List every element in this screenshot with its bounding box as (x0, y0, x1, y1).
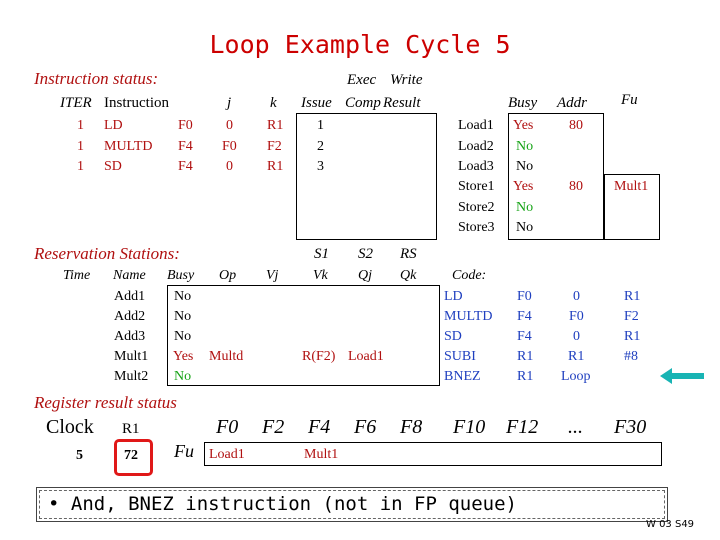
reg-header: ... (568, 416, 583, 438)
code-op: SD (444, 329, 462, 344)
code-op: MULTD (444, 309, 493, 324)
slide-number: W 03 S49 (646, 519, 695, 530)
clock-value: 5 (76, 448, 83, 463)
reservation-stations-box (167, 285, 440, 386)
reg-header: F2 (262, 416, 285, 438)
reservation-stations-label: Reservation Stations: (34, 244, 180, 263)
rs-header: RS (400, 246, 417, 262)
reg-header: F6 (354, 416, 377, 438)
col-header-qj: Qj (358, 268, 372, 283)
dst-cell: F4 (178, 139, 193, 154)
code-arg: F0 (517, 289, 532, 304)
write-header: Write (390, 72, 423, 88)
rs-busy: No (174, 329, 192, 344)
buffer-name: Load3 (458, 159, 494, 174)
code-op: SUBI (444, 349, 476, 364)
iter-cell: 1 (77, 139, 84, 154)
fu-row-label: Fu (174, 441, 194, 461)
col-header-issue: Issue (301, 95, 332, 111)
code-arg: Loop (561, 369, 591, 384)
s2-header: S2 (358, 246, 373, 262)
code-op: BNEZ (444, 369, 481, 384)
buffer-busy: No (516, 200, 534, 215)
current-instruction-arrow-icon (658, 364, 706, 388)
code-arg: #8 (624, 349, 638, 364)
buffer-addr: 80 (569, 179, 583, 194)
instruction-status-label: Instruction status: (34, 69, 159, 88)
rs-name: Add1 (114, 289, 146, 304)
col-header-busy: Busy (508, 95, 538, 111)
reg-header: F0 (216, 416, 239, 438)
buffer-name: Store2 (458, 200, 495, 215)
col-header-iter: ITER (60, 95, 92, 111)
j-cell: F0 (222, 139, 237, 154)
code-arg: 0 (573, 329, 580, 344)
rs-busy: Yes (173, 349, 194, 364)
reg-header: F30 (614, 416, 647, 438)
buffer-name: Load1 (458, 118, 494, 133)
op-cell: SD (104, 159, 122, 174)
col-header-time: Time (63, 268, 91, 283)
op-cell: LD (104, 118, 123, 133)
clock-label: Clock (46, 416, 94, 438)
buffer-busy: No (516, 159, 534, 174)
register-fu-box (204, 442, 662, 466)
code-arg: R1 (517, 349, 534, 364)
buffer-name: Store3 (458, 220, 495, 235)
code-arg: R1 (517, 369, 534, 384)
buffer-name: Store1 (458, 179, 495, 194)
r1-label: R1 (122, 421, 140, 437)
iter-cell: 1 (77, 159, 84, 174)
rs-name: Add2 (114, 309, 146, 324)
code-arg: R1 (624, 289, 641, 304)
col-header-vk: Vk (313, 268, 328, 283)
reg-fu-f4: Mult1 (304, 447, 339, 462)
rs-busy: No (174, 369, 192, 384)
buffer-name: Load2 (458, 139, 494, 154)
rs-name: Mult2 (114, 369, 149, 384)
dst-cell: F4 (178, 159, 193, 174)
buffer-busy: No (516, 220, 534, 235)
iter-cell: 1 (77, 118, 84, 133)
col-header-code: Code: (452, 268, 487, 283)
buffer-fu: Mult1 (614, 179, 649, 194)
j-cell: 0 (226, 159, 233, 174)
reg-fu-f0: Load1 (209, 447, 245, 462)
col-header-fu: Fu (621, 92, 638, 108)
rs-qj: Load1 (348, 349, 384, 364)
exec-header: Exec (347, 72, 377, 88)
code-arg: F2 (624, 309, 639, 324)
col-header-name: Name (113, 268, 146, 283)
r1-value: 72 (124, 448, 138, 463)
k-cell: F2 (267, 139, 282, 154)
col-header-j: j (227, 95, 232, 111)
col-header-busy: Busy (167, 268, 195, 283)
col-header-vj: Vj (266, 268, 279, 283)
buffer-busy: Yes (513, 179, 534, 194)
col-header-qk: Qk (400, 268, 417, 283)
reg-header: F8 (400, 416, 423, 438)
rs-busy: No (174, 309, 192, 324)
s1-header: S1 (314, 246, 329, 262)
col-header-comp: Comp (345, 95, 381, 111)
col-header-instruction: Instruction (104, 95, 169, 111)
issue-cell: 3 (317, 159, 324, 174)
slide-title: Loop Example Cycle 5 (209, 30, 511, 59)
rs-op: Multd (209, 349, 244, 364)
buffer-busy: Yes (513, 118, 534, 133)
buffer-addr: 80 (569, 118, 583, 133)
col-header-addr: Addr (557, 95, 587, 111)
rs-name: Add3 (114, 329, 146, 344)
col-header-op: Op (219, 268, 237, 283)
reg-header: F10 (453, 416, 486, 438)
op-cell: MULTD (104, 139, 153, 154)
code-arg: F4 (517, 329, 532, 344)
code-arg: R1 (568, 349, 585, 364)
code-op: LD (444, 289, 463, 304)
reg-header: F12 (506, 416, 539, 438)
j-cell: 0 (226, 118, 233, 133)
buffer-busy: No (516, 139, 534, 154)
k-cell: R1 (267, 118, 284, 133)
code-arg: F0 (569, 309, 584, 324)
code-arg: 0 (573, 289, 580, 304)
rs-vk: R(F2) (302, 349, 336, 364)
k-cell: R1 (267, 159, 284, 174)
issue-cell: 1 (317, 118, 324, 133)
code-arg: R1 (624, 329, 641, 344)
reg-header: F4 (308, 416, 331, 438)
register-result-status-label: Register result status (34, 393, 177, 412)
code-arg: F4 (517, 309, 532, 324)
issue-cell: 2 (317, 139, 324, 154)
col-header-k: k (270, 95, 277, 111)
rs-name: Mult1 (114, 349, 149, 364)
dst-cell: F0 (178, 118, 193, 133)
col-header-result: Result (383, 95, 421, 111)
rs-busy: No (174, 289, 192, 304)
note-text: • And, BNEZ instruction (not in FP queue) (48, 493, 517, 515)
